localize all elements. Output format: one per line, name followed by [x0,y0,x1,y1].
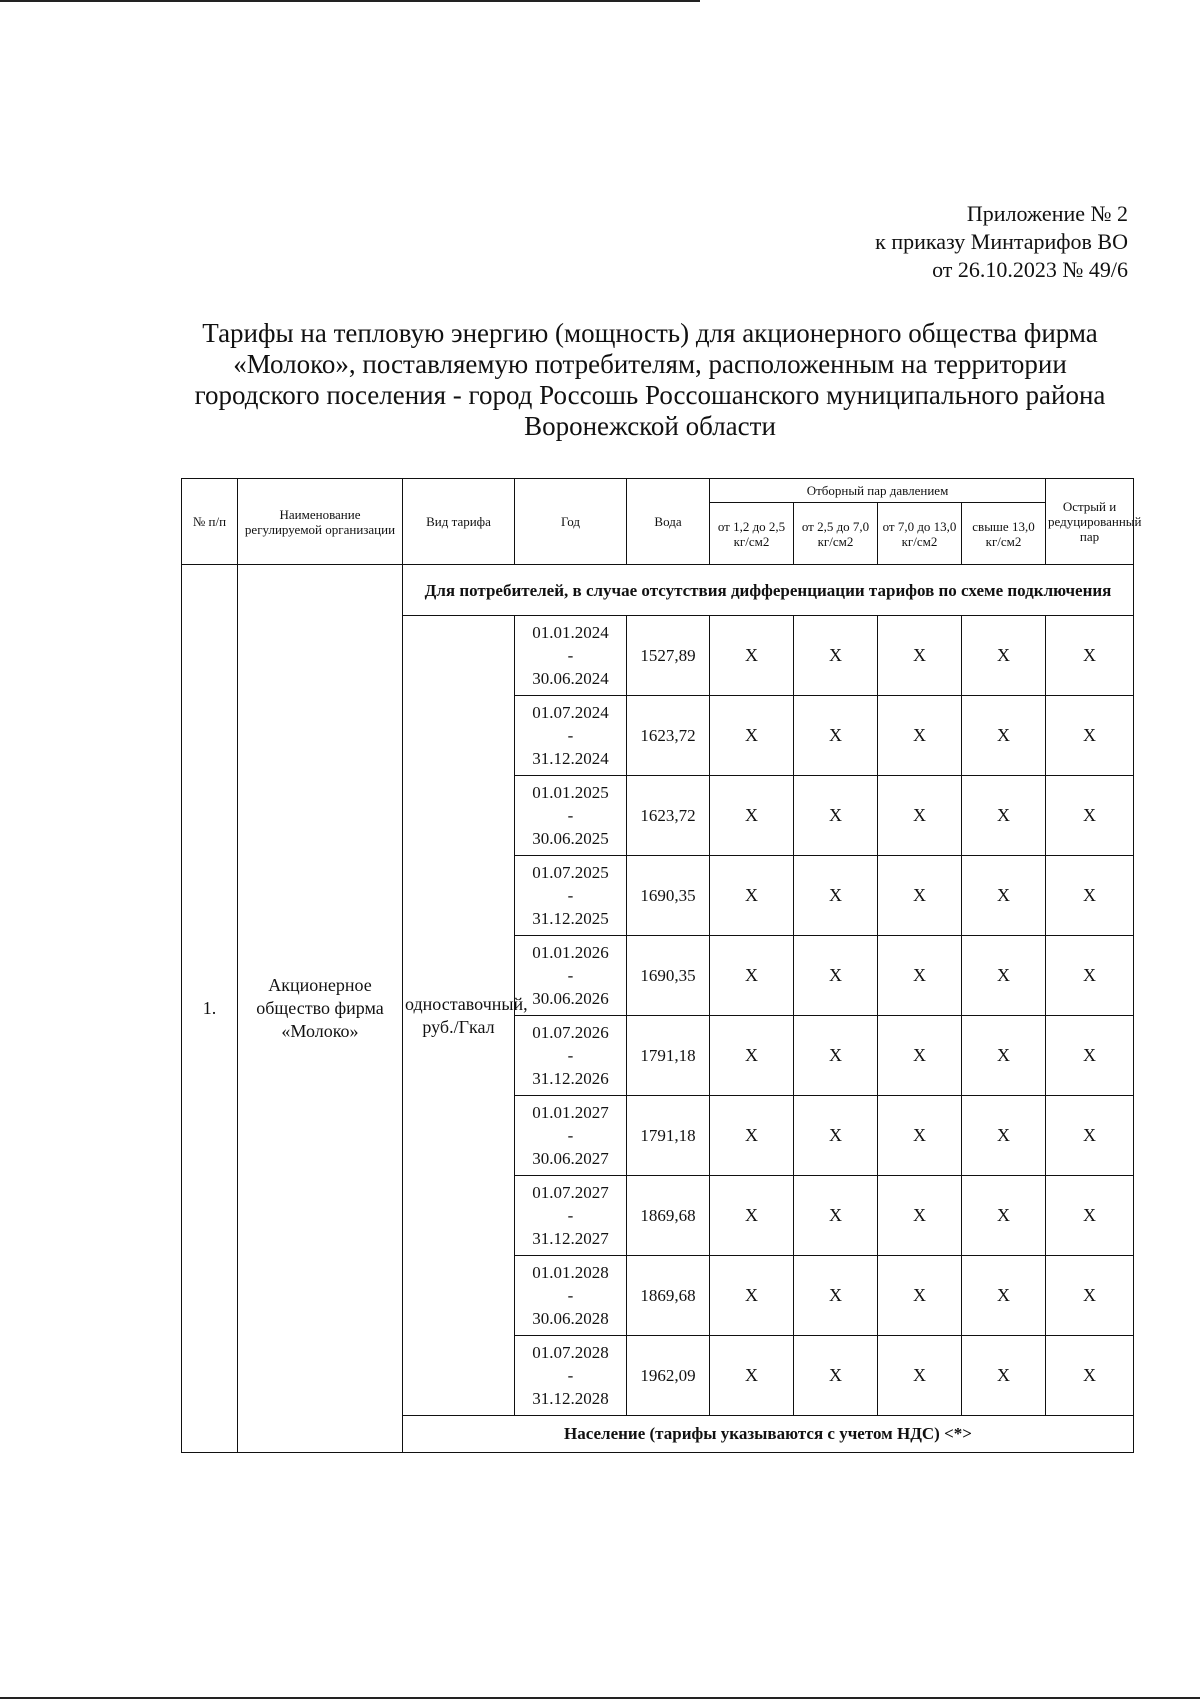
not-applicable-mark: X [878,776,962,856]
not-applicable-mark: X [962,696,1046,776]
not-applicable-mark: X [710,856,794,936]
water-tariff-value: 1869,68 [627,1256,710,1336]
not-applicable-mark: X [878,936,962,1016]
scan-edge-top [0,0,700,2]
col-tariff-type-header: Вид тарифа [403,479,515,565]
period-end: 30.06.2028 [532,1309,609,1328]
not-applicable-mark: X [962,856,1046,936]
not-applicable-mark: X [878,696,962,776]
period-end: 31.12.2028 [532,1389,609,1408]
not-applicable-mark: X [962,936,1046,1016]
not-applicable-mark: X [710,1176,794,1256]
period-dash: - [567,1126,574,1145]
not-applicable-mark: X [794,856,878,936]
period-end: 30.06.2025 [532,829,609,848]
tariff-table [181,478,1142,1453]
not-applicable-mark: X [962,1176,1046,1256]
not-applicable-mark: X [794,1096,878,1176]
document-header [875,200,1128,284]
not-applicable-mark: X [794,1016,878,1096]
col-pressure-1-header: от 1,2 до 2,5 кг/см2 [710,503,794,565]
not-applicable-mark: X [710,936,794,1016]
water-tariff-value: 1623,72 [627,776,710,856]
col-pressure-3-header: от 7,0 до 13,0 кг/см2 [878,503,962,565]
period-start: 01.01.2025 [532,783,609,802]
col-pressure-2-header: от 2,5 до 7,0 кг/см2 [794,503,878,565]
period-dash: - [567,1206,574,1225]
period-start: 01.01.2026 [532,943,609,962]
period-cell [515,1096,627,1176]
period-start: 01.07.2024 [532,703,609,722]
not-applicable-mark: X [962,1336,1046,1416]
period-dash: - [567,646,574,665]
not-applicable-mark: X [878,616,962,696]
period-start: 01.01.2027 [532,1103,609,1122]
period-end: 31.12.2024 [532,749,609,768]
not-applicable-mark: X [962,616,1046,696]
appendix-number: Приложение № 2 [966,201,1128,226]
period-dash: - [567,1046,574,1065]
not-applicable-mark: X [878,1096,962,1176]
period-dash: - [567,886,574,905]
not-applicable-mark: X [1046,616,1134,696]
period-cell [515,616,627,696]
period-start: 01.07.2026 [532,1023,609,1042]
period-start: 01.07.2028 [532,1343,609,1362]
col-water-header: Вода [627,479,710,565]
organization-name: Акционерное общество фирма «Молоко» [238,565,403,1453]
not-applicable-mark: X [710,776,794,856]
not-applicable-mark: X [1046,856,1134,936]
tariff-kind: одноставочный, руб./Гкал [403,616,515,1416]
water-tariff-value: 1791,18 [627,1096,710,1176]
not-applicable-mark: X [962,1256,1046,1336]
col-organization-header: Наименование регулируемой организации [238,479,403,565]
not-applicable-mark: X [710,696,794,776]
not-applicable-mark: X [1046,1016,1134,1096]
document-title: Тарифы на тепловую энергию (мощность) для акционерного общества фирма «Молоко», поставляемую потребителям, расположенным на территории городского поселения - город Россошь Россошанского муниципального района Воронежской области [194,318,1106,441]
not-applicable-mark: X [878,1176,962,1256]
not-applicable-mark: X [794,696,878,776]
not-applicable-mark: X [1046,1336,1134,1416]
not-applicable-mark: X [1046,1096,1134,1176]
period-cell [515,696,627,776]
not-applicable-mark: X [962,1096,1046,1176]
period-end: 31.12.2027 [532,1229,609,1248]
not-applicable-mark: X [1046,1256,1134,1336]
period-cell [515,856,627,936]
not-applicable-mark: X [794,776,878,856]
period-end: 31.12.2026 [532,1069,609,1088]
section-heading-population: Население (тарифы указываются с учетом НДС) <*> [403,1416,1134,1453]
not-applicable-mark: X [710,1256,794,1336]
period-end: 30.06.2024 [532,669,609,688]
row-number: 1. [182,565,238,1453]
not-applicable-mark: X [794,1176,878,1256]
water-tariff-value: 1623,72 [627,696,710,776]
not-applicable-mark: X [962,1016,1046,1096]
col-sharp-steam-header: Острый и редуцированный пар [1046,479,1134,565]
col-steam-group-header: Отборный пар давлением [710,479,1046,503]
not-applicable-mark: X [1046,776,1134,856]
order-reference: к приказу Минтарифов ВО [875,229,1128,254]
water-tariff-value: 1962,09 [627,1336,710,1416]
period-end: 31.12.2025 [532,909,609,928]
period-start: 01.01.2028 [532,1263,609,1282]
period-start: 01.07.2025 [532,863,609,882]
not-applicable-mark: X [1046,936,1134,1016]
not-applicable-mark: X [710,1016,794,1096]
period-dash: - [567,806,574,825]
period-dash: - [567,1286,574,1305]
not-applicable-mark: X [794,616,878,696]
period-dash: - [567,966,574,985]
not-applicable-mark: X [710,1336,794,1416]
section-heading-general: Для потребителей, в случае отсутствия дифференциации тарифов по схеме подключения [403,565,1134,616]
not-applicable-mark: X [878,1016,962,1096]
period-cell [515,1336,627,1416]
col-pressure-4-header: свыше 13,0 кг/см2 [962,503,1046,565]
water-tariff-value: 1791,18 [627,1016,710,1096]
not-applicable-mark: X [962,776,1046,856]
not-applicable-mark: X [878,1256,962,1336]
not-applicable-mark: X [710,616,794,696]
period-cell [515,1256,627,1336]
period-start: 01.01.2024 [532,623,609,642]
water-tariff-value: 1869,68 [627,1176,710,1256]
period-cell [515,1016,627,1096]
period-cell [515,1176,627,1256]
period-cell [515,936,627,1016]
period-end: 30.06.2026 [532,989,609,1008]
water-tariff-value: 1527,89 [627,616,710,696]
not-applicable-mark: X [794,1256,878,1336]
not-applicable-mark: X [710,1096,794,1176]
period-dash: - [567,1366,574,1385]
not-applicable-mark: X [878,1336,962,1416]
period-start: 01.07.2027 [532,1183,609,1202]
period-cell [515,776,627,856]
not-applicable-mark: X [794,1336,878,1416]
not-applicable-mark: X [794,936,878,1016]
col-year-header: Год [515,479,627,565]
not-applicable-mark: X [1046,1176,1134,1256]
water-tariff-value: 1690,35 [627,936,710,1016]
period-end: 30.06.2027 [532,1149,609,1168]
period-dash: - [567,726,574,745]
not-applicable-mark: X [878,856,962,936]
col-number-header: № п/п [182,479,238,565]
water-tariff-value: 1690,35 [627,856,710,936]
not-applicable-mark: X [1046,696,1134,776]
order-date: от 26.10.2023 № 49/6 [932,257,1128,282]
